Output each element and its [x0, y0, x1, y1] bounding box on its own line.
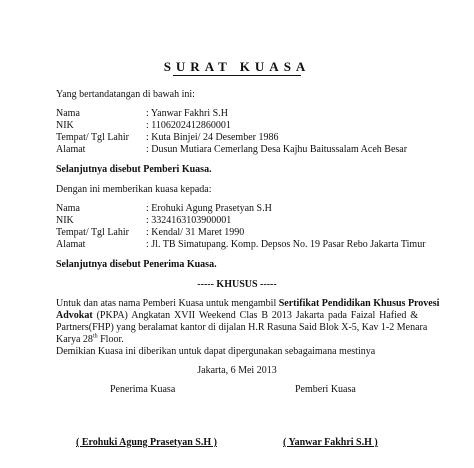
- body-line-3: [56, 322, 428, 334]
- grantee-signature-name: ( Erohuki Agung Prasetyan S.H ): [76, 437, 217, 448]
- grantor-signature-role: Pemberi Kuasa: [295, 384, 356, 395]
- grantee-address-label: Alamat: [56, 239, 86, 250]
- title-underline: [173, 75, 301, 76]
- body-paragraph: [56, 298, 440, 346]
- grantor-address-value: : Dusun Mutiara Cemerlang Desa Kajhu Baitussalam Aceh Besar: [146, 144, 408, 155]
- certificate-name-part-1: Sertifikat Pendidikan Khusus Provesi: [278, 298, 440, 309]
- grantor-name-label: Nama: [56, 108, 80, 119]
- intro-text: Yang bertandatangan di bawah ini:: [56, 89, 195, 100]
- certificate-name-part-2: Advokat: [56, 310, 93, 321]
- grantor-birth-value: : Kuta Binjei/ 24 Desember 1986: [146, 132, 279, 143]
- grantor-name-value: : Yanwar Fakhri S.H: [146, 108, 228, 119]
- grantor-birth-label: Tempat/ Tgl Lahir: [56, 132, 129, 143]
- grantee-address-value: : Jl. TB Simatupang. Komp. Depsos No. 19 Pasar Rebo Jakarta Timur: [146, 239, 426, 250]
- grantor-address-label: Alamat: [56, 144, 86, 155]
- closing-statement: Demikian Kuasa ini diberikan untuk dapat dipergunakan sebagaimana mestinya: [56, 346, 376, 357]
- body-line-4-text: Karya 28: [56, 334, 93, 345]
- grantee-birth-value: : Kendal/ 31 Maret 1990: [146, 227, 245, 238]
- grantee-nik-value: : 3324163103900001: [146, 215, 232, 226]
- body-line-1-text: Untuk dan atas nama Pemberi Kuasa untuk mengambil: [56, 298, 279, 309]
- body-line-4-end: Floor.: [97, 334, 124, 345]
- ordinal-suffix: th: [92, 333, 98, 340]
- grantee-name-value: : Erohuki Agung Prasetyan S.H: [146, 203, 272, 214]
- special-heading: ----- KHUSUS -----: [197, 279, 277, 290]
- grantee-nik-label: NIK: [56, 215, 74, 226]
- body-line-3-text: Partners(FHP) yang beralamat kantor di dijalan H.R Rasuna Said Blok X-5, Kav 1-2 Menara: [56, 322, 428, 333]
- body-line-2: [56, 310, 418, 322]
- grantor-role-line: Selanjutnya disebut Pemberi Kuasa.: [56, 164, 212, 175]
- place-date: Jakarta, 6 Mei 2013: [197, 365, 277, 376]
- body-line-4: [56, 334, 418, 346]
- grantee-name-label: Nama: [56, 203, 80, 214]
- document-title: SURAT KUASA: [163, 59, 311, 74]
- grantee-role-line: Selanjutnya disebut Penerima Kuasa.: [56, 259, 217, 270]
- grantor-signature-name: ( Yanwar Fakhri S.H ): [283, 437, 378, 448]
- grantee-birth-label: Tempat/ Tgl Lahir: [56, 227, 129, 238]
- body-line-2-text: (PKPA) Angkatan XVII Weekend Clas B 2013 Jakarta pada Faizal Hafied &: [92, 310, 418, 321]
- transition-text: Dengan ini memberikan kuasa kepada:: [56, 184, 212, 195]
- grantee-signature-role: Penerima Kuasa: [110, 384, 176, 395]
- grantor-nik-value: : 1106202412860001: [146, 120, 231, 131]
- grantor-nik-label: NIK: [56, 120, 74, 131]
- body-line-1: [56, 298, 440, 310]
